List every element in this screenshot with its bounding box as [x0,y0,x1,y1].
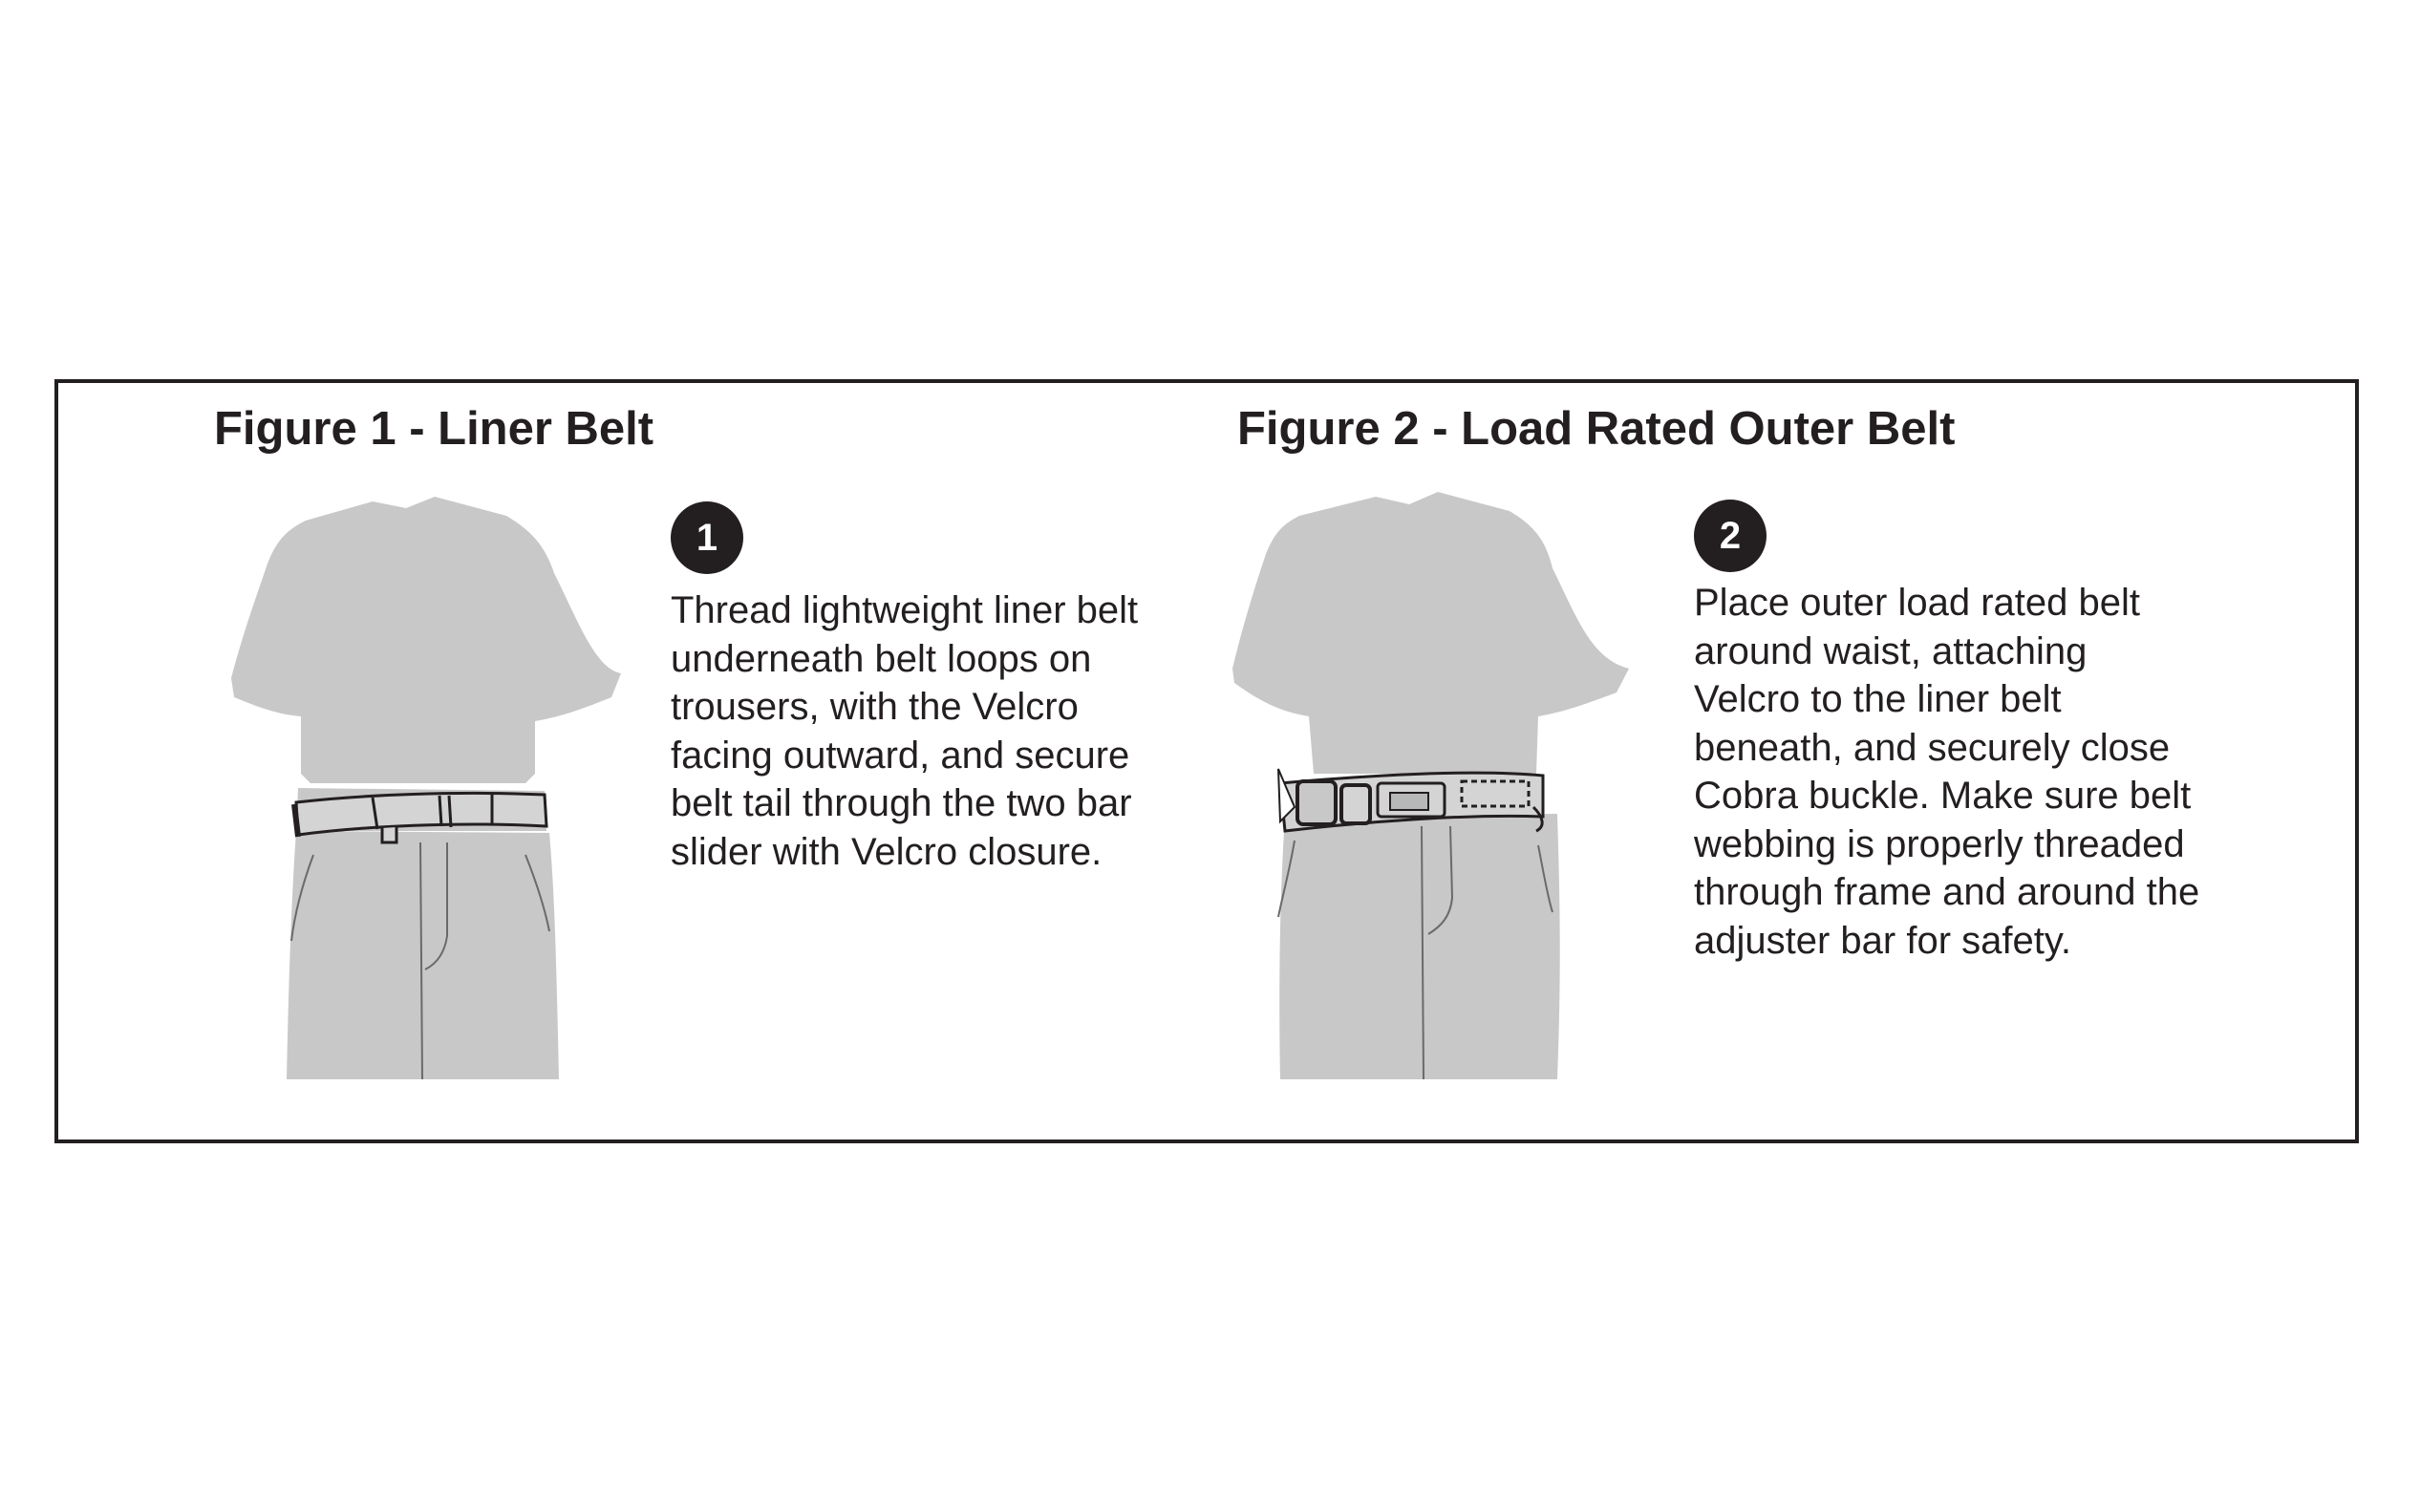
torso-liner-belt-illustration [220,487,631,1079]
step-2-instructions: Place outer load rated belt around waist, attaching Velcro to the liner belt beneath, and securely close Cobra buckle. Make sure belt webbing is properly threaded through frame and around the adjuster bar for safety. [1694,582,2200,962]
figure-1-title: Figure 1 - Liner Belt [214,403,654,455]
shirt-shape [231,497,621,783]
figure-2-title: Figure 2 - Load Rated Outer Belt [1237,403,1956,455]
step-1-instructions: Thread lightweight liner belt underneath belt loops on trousers, with the Velcro facing outward, and secure belt tail through the two bar slider with Velcro closure. [671,589,1139,873]
shirt-shape [1232,492,1629,774]
trousers-shape [1279,814,1560,1079]
step-1-badge: 1 [671,501,743,574]
step-2-badge: 2 [1694,500,1767,572]
torso-outer-belt-illustration [1223,478,1643,1079]
